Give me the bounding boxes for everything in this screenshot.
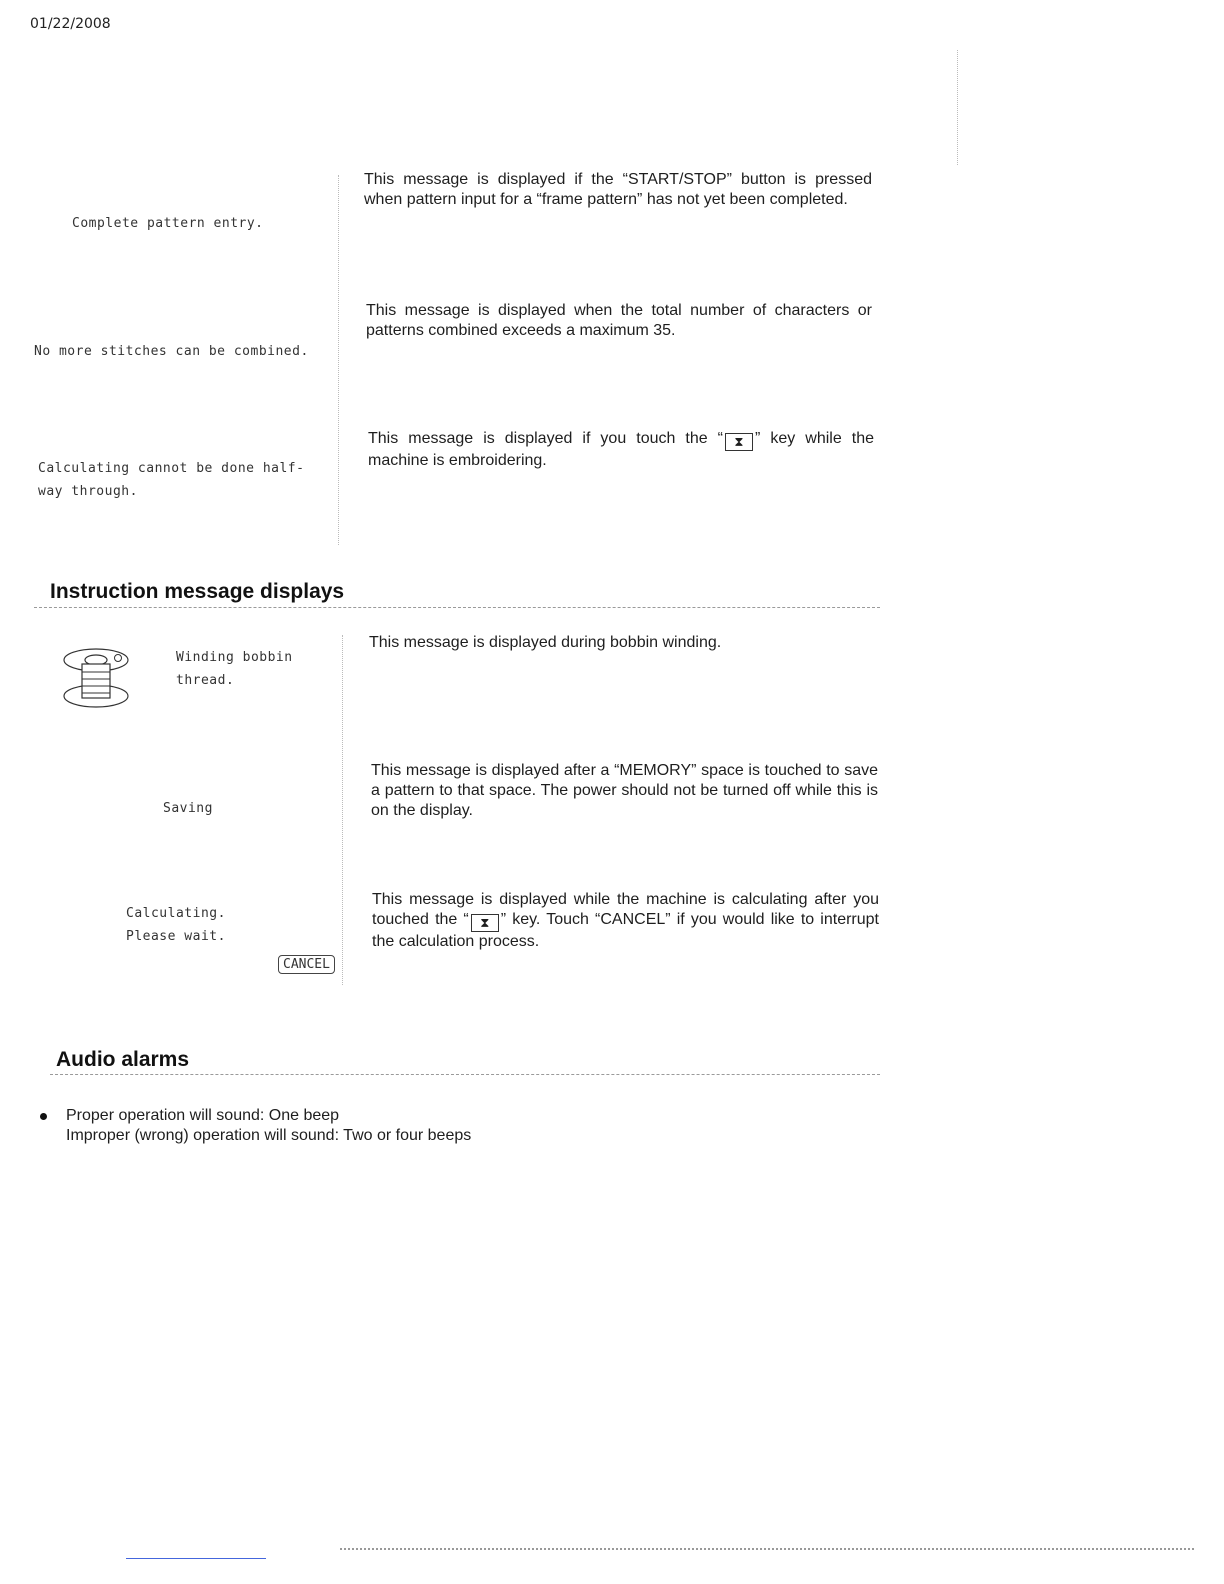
- lcd-line: Calculating.: [126, 906, 226, 921]
- lcd-message: No more stitches can be combined.: [34, 344, 309, 359]
- column-divider: [338, 175, 339, 545]
- message-description: This message is displayed during bobbin winding.: [369, 634, 722, 651]
- description-text: ” key. Touch “CANCEL” if you would like to interrupt the calculation process.: [372, 911, 879, 950]
- section-rule: [34, 607, 880, 608]
- hourglass-key-icon: ⧗: [471, 914, 499, 932]
- message-description: This message is displayed after a “MEMORY” space is touched to save a pattern to that space. The power should not be turned off while this is on the display.: [371, 762, 878, 819]
- section-heading: Audio alarms: [56, 1048, 190, 1071]
- footer-rule: [340, 1548, 1194, 1550]
- lcd-line: Please wait.: [126, 929, 226, 944]
- description-text: This message is displayed while the machine is calculating after you touched the “: [372, 891, 879, 928]
- description-text: ” key while the machine is embroidering.: [368, 430, 874, 469]
- column-divider: [342, 635, 343, 985]
- message-description: This message is displayed when the total number of characters or patterns combined exceeds a maximum 35.: [366, 302, 872, 339]
- cancel-button[interactable]: CANCEL: [278, 955, 335, 974]
- list-item-line: Proper operation will sound: One beep: [66, 1107, 340, 1124]
- page-date: 01/22/2008: [30, 16, 111, 32]
- hourglass-key-icon: ⧗: [725, 433, 753, 451]
- audio-alarm-list: [40, 1106, 471, 1146]
- scan-artifact-line: [957, 50, 958, 165]
- lcd-line: Calculating cannot be done half-: [38, 461, 305, 476]
- description-text: This message is displayed if you touch the “: [368, 430, 723, 447]
- lcd-message: Complete pattern entry.: [72, 216, 264, 231]
- section-heading: Instruction message displays: [50, 580, 345, 603]
- lcd-message: [38, 457, 304, 503]
- lcd-message: Saving: [163, 801, 213, 816]
- bullet-icon: [40, 1113, 47, 1120]
- bobbin-icon: [60, 646, 132, 712]
- message-description: [368, 429, 874, 471]
- list-item: [40, 1106, 471, 1146]
- lcd-message: [126, 902, 226, 948]
- message-description: [372, 890, 879, 952]
- lcd-line: Winding bobbin: [176, 650, 293, 665]
- footer-accent-line: [126, 1558, 266, 1559]
- lcd-line: way through.: [38, 484, 138, 499]
- lcd-line: thread.: [176, 673, 235, 688]
- message-description: This message is displayed if the “START/STOP” button is pressed when pattern input for a “frame pattern” has not yet been completed.: [364, 171, 872, 208]
- section-rule: [50, 1074, 880, 1075]
- list-item-line: Improper (wrong) operation will sound: Two or four beeps: [66, 1127, 472, 1144]
- lcd-message: [176, 646, 293, 692]
